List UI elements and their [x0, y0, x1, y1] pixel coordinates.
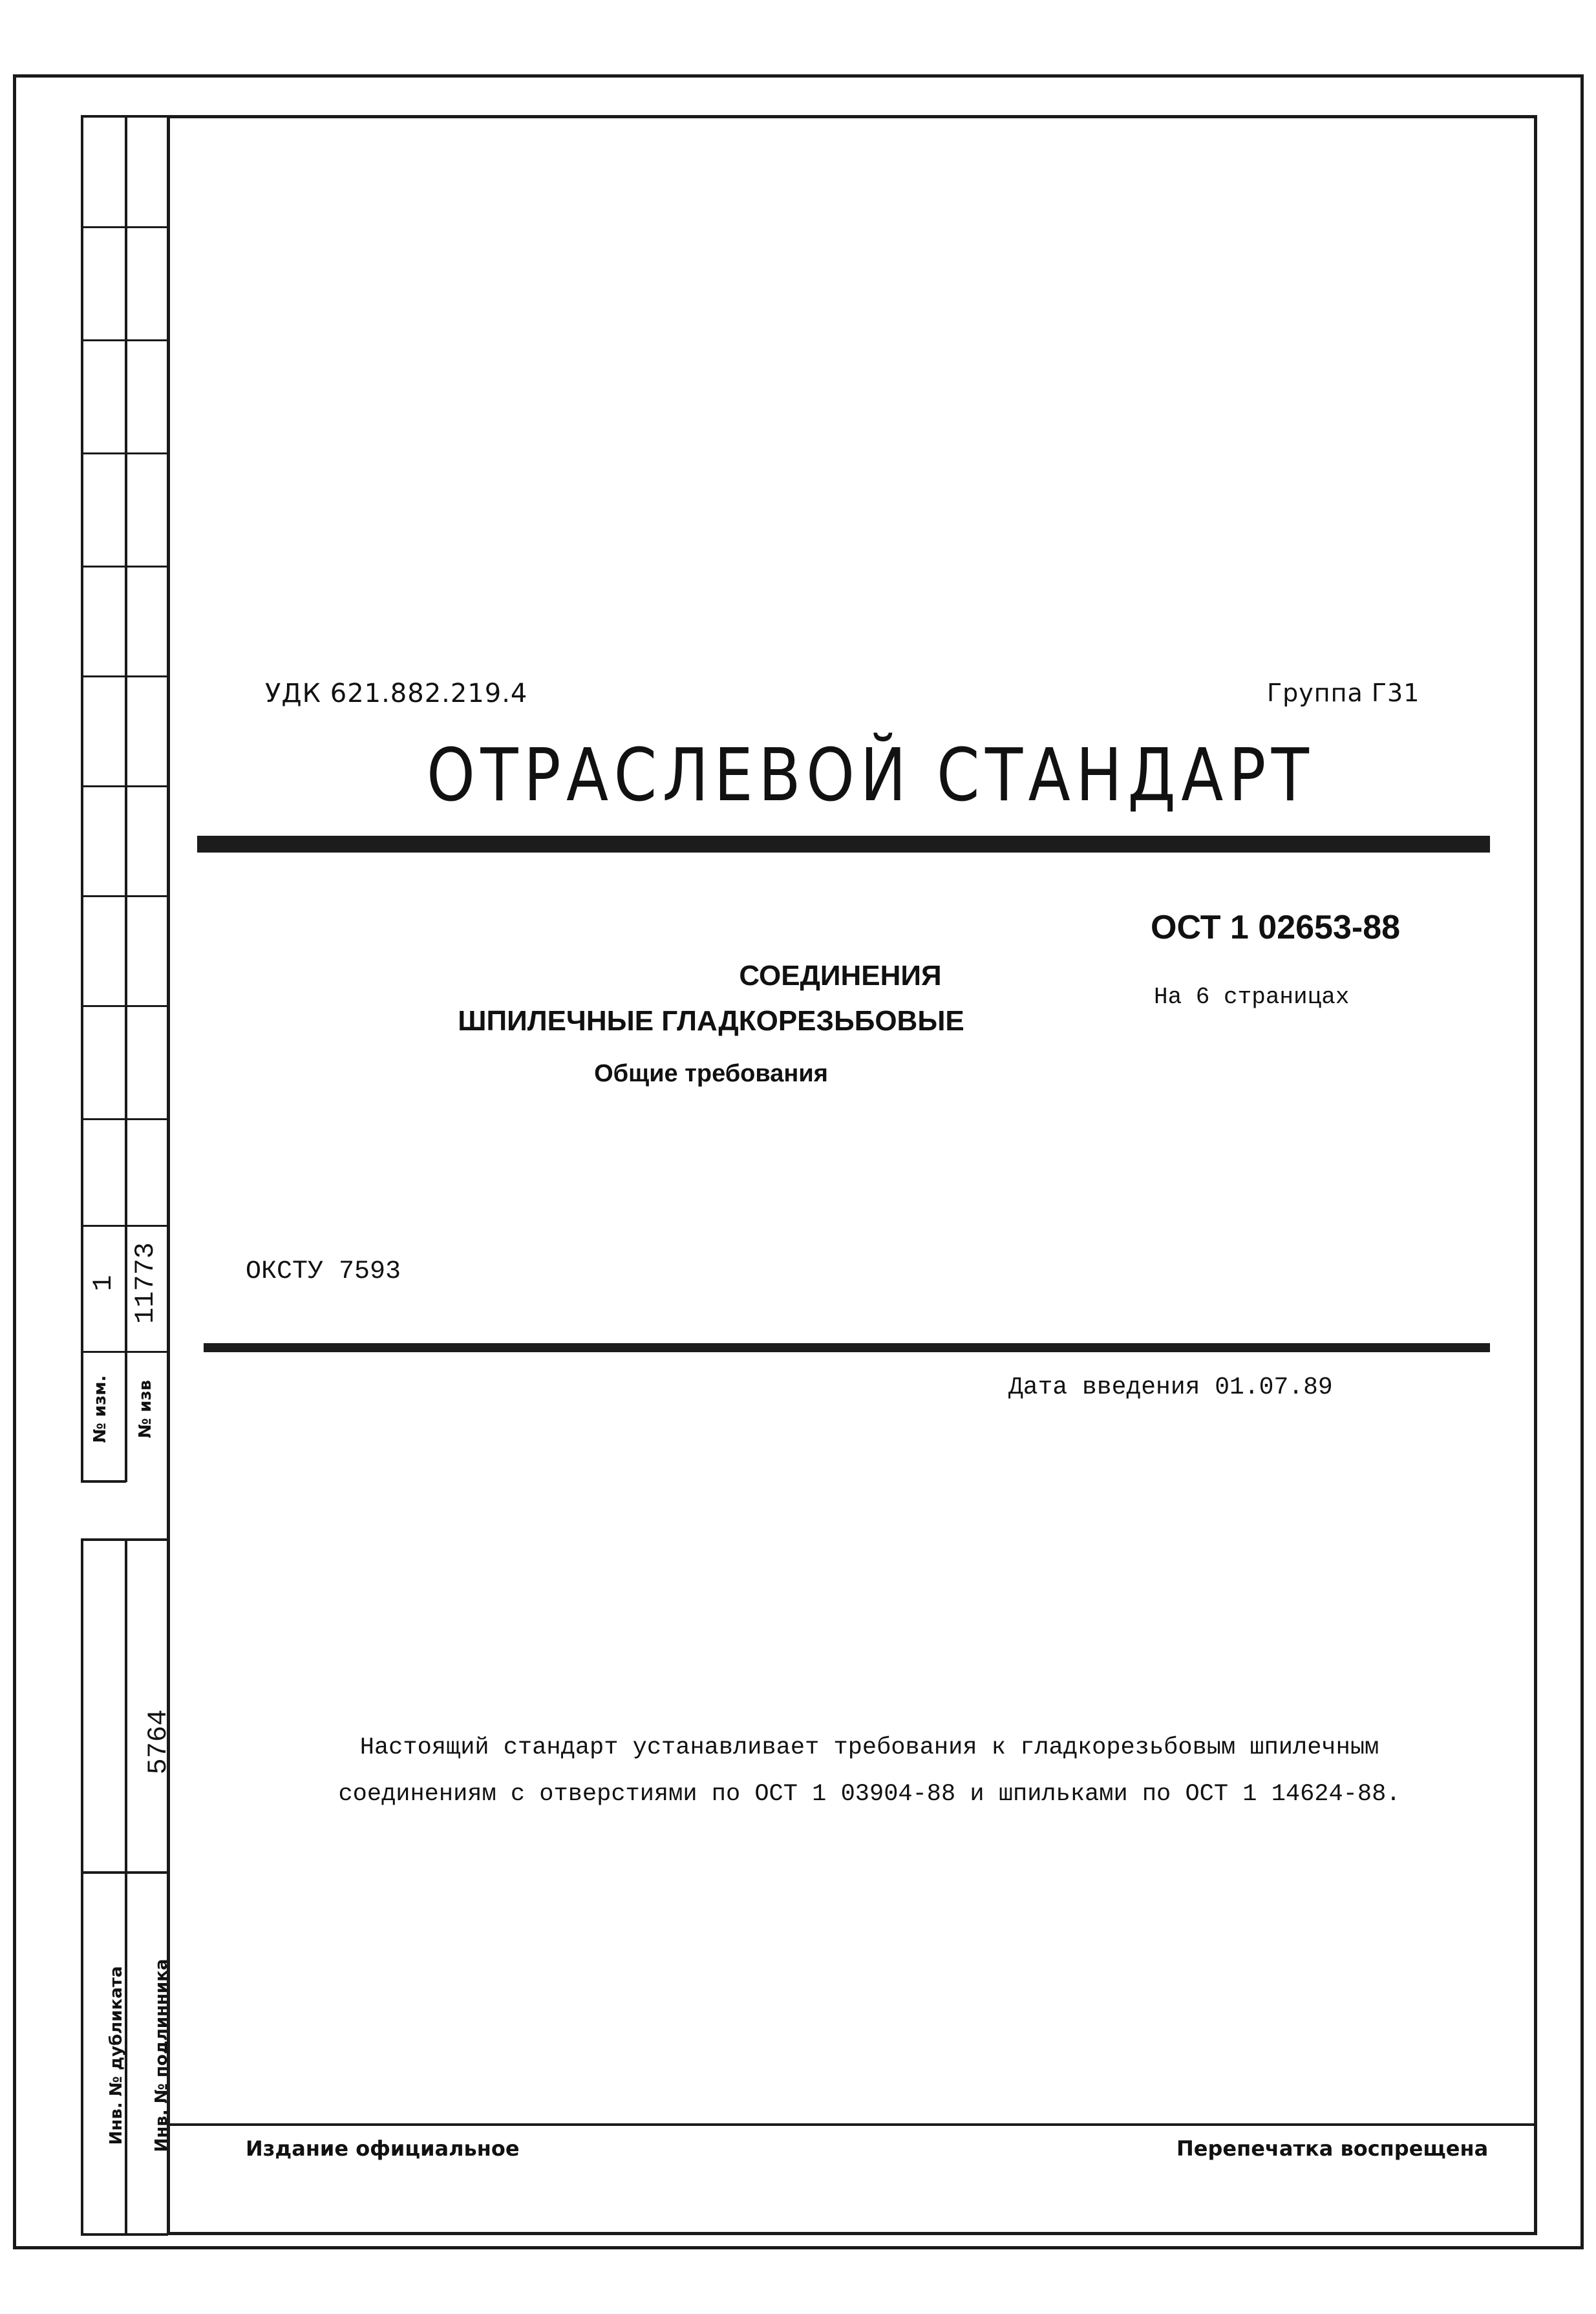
okstu-code: ОКСТУ 7593: [246, 1257, 401, 1286]
footer-reprint-prohibited: Перепечатка воспрещена: [1176, 2136, 1489, 2161]
page-count: На 6 страницах: [1154, 984, 1350, 1010]
footer-official-edition: Издание официальное: [246, 2136, 520, 2161]
inner-frame-top: [167, 115, 1537, 118]
stamp-row: [81, 675, 168, 677]
outer-frame-bottom: [13, 2246, 1584, 2249]
stamp-col-line-1: [81, 115, 83, 1482]
subject-line-2: ШПИЛЕЧНЫЕ ГЛАДКОРЕЗЬБОВЫЕ: [458, 1005, 964, 1037]
title-thick-rule: [197, 836, 1490, 853]
okstu-rule: [204, 1343, 1490, 1352]
notice-number-value: 11773: [130, 1242, 161, 1324]
introduction-date: Дата введения 01.07.89: [1008, 1374, 1333, 1401]
stamp-lower-bottom: [81, 2233, 168, 2236]
stamp-lower-top: [81, 1538, 168, 1541]
notice-number-label: № изв: [136, 1379, 155, 1439]
duplicate-inventory-label: Инв. № дубликата: [107, 1966, 126, 2145]
inner-frame-right: [1534, 115, 1537, 2235]
stamp-top: [81, 115, 168, 118]
stamp-lower-divider: [81, 1871, 168, 1874]
original-inventory-value: 5764: [143, 1709, 174, 1775]
subject-line-1: СОЕДИНЕНИЯ: [739, 960, 942, 992]
group-code: Группа Г31: [1267, 679, 1420, 707]
outer-frame-top: [13, 74, 1584, 78]
stamp-col-line-2: [125, 115, 127, 1482]
original-inventory-label: Инв. № подлинника: [152, 1958, 171, 2152]
stamp-row: [81, 1351, 168, 1353]
stamp-row: [81, 1005, 168, 1007]
inner-frame-left: [167, 115, 170, 2235]
standard-number: ОСТ 1 02653-88: [1151, 909, 1401, 946]
inner-frame-bottom: [167, 2232, 1537, 2235]
udk-code: УДК 621.882.219.4: [265, 679, 528, 708]
stamp-row: [81, 785, 168, 787]
body-text-line-1: Настоящий стандарт устанавливает требования к гладкорезьбовым шпилечным: [359, 1734, 1379, 1761]
stamp-row: [81, 566, 168, 568]
change-number-label: № изм.: [90, 1375, 110, 1443]
stamp-lower-left: [81, 1538, 83, 2235]
subject-line-3: Общие требования: [594, 1060, 828, 1087]
footer-divider: [167, 2123, 1537, 2126]
stamp-row: [81, 1118, 168, 1120]
stamp-upper-bottom: [81, 1480, 126, 1483]
outer-frame-left: [13, 74, 16, 2249]
page-title: ОТРАСЛЕВОЙ СТАНДАРТ: [427, 734, 1315, 818]
change-number-value: 1: [88, 1275, 119, 1291]
stamp-row: [81, 339, 168, 341]
stamp-row: [81, 895, 168, 897]
stamp-row: [81, 452, 168, 454]
body-text-line-2: соединениям с отверстиями по ОСТ 1 03904-88 и шпильками по ОСТ 1 14624-88.: [338, 1781, 1401, 1808]
outer-frame-right: [1580, 74, 1584, 2249]
stamp-row: [81, 226, 168, 228]
